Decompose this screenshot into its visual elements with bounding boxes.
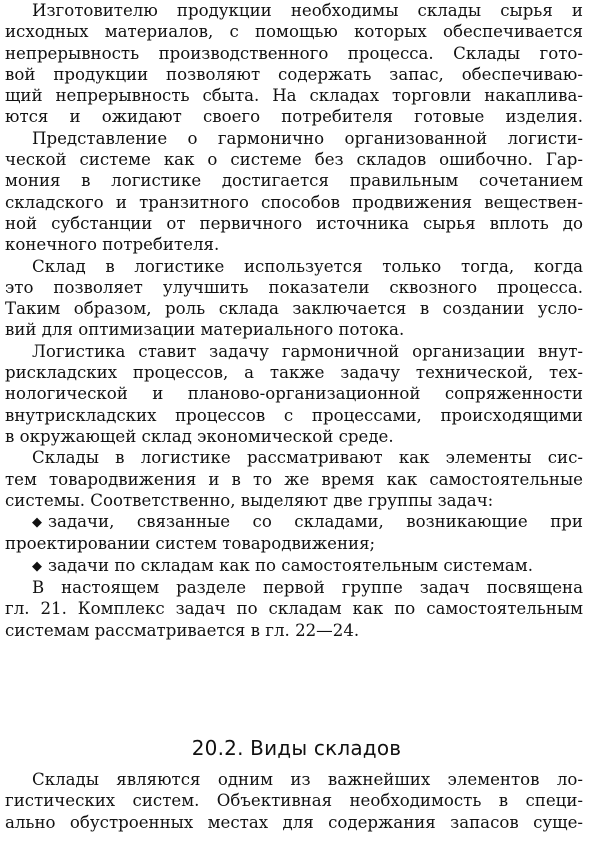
diamond-bullet-icon: ◆ xyxy=(32,515,42,531)
text-line: Таким образом, роль склада заключается в создании усло- xyxy=(5,299,583,319)
text-line: ческой системе как о системе без складов ошибочно. Гар- xyxy=(5,150,583,170)
text-line: щий непрерывность сбыта. На складах торговли накаплива- xyxy=(5,86,583,106)
text-line xyxy=(5,511,583,533)
text-line: гл. 21. Комплекс задач по складам как по самостоятельным xyxy=(5,599,583,619)
bullet-item xyxy=(5,555,583,577)
bullet-item xyxy=(5,511,583,555)
text-line: тем товародвижения и в то же время как самостоятельные xyxy=(5,469,583,489)
text-line: в окружающей склад экономической среде. xyxy=(5,426,394,446)
body-text xyxy=(5,0,583,641)
text-line: системам рассматривается в гл. 22—24. xyxy=(5,620,360,640)
text-line: вой продукции позволяют содержать запас, обеспечиваю- xyxy=(5,64,583,84)
text-line: рискладских процессов, а также задачу технической, тех- xyxy=(5,363,583,383)
text-line: это позволяет улучшить показатели сквозного процесса. xyxy=(5,277,583,297)
text-line: проектировании систем товародвижения; xyxy=(5,534,376,554)
text-line: внутрискладских процессов с процессами, происходящими xyxy=(5,405,583,425)
text-line: системы. Соответственно, выделяют две группы задач: xyxy=(5,490,494,510)
text-line: мония в логистике достигается правильным сочетанием xyxy=(5,171,583,191)
paragraph xyxy=(5,577,583,641)
paragraph xyxy=(5,769,583,833)
text-line: ной субстанции от первичного источника сырья вплоть до xyxy=(5,213,583,233)
paragraph xyxy=(5,341,583,447)
text-line: Склады в логистике рассматривают как элементы сис- xyxy=(32,448,583,468)
text-line: В настоящем разделе первой группе задач посвящена xyxy=(32,578,583,598)
text-line: Логистика ставит задачу гармоничной организации внут- xyxy=(32,341,583,361)
diamond-bullet-icon: ◆ xyxy=(32,558,42,574)
text-line: исходных материалов, с помощью которых обеспечивается xyxy=(5,22,583,42)
paragraph xyxy=(5,447,583,511)
section-body xyxy=(5,769,583,833)
text-line: Представление о гармонично организованной логисти- xyxy=(32,128,583,148)
text-line: нологической и планово-организационной сопряженности xyxy=(5,384,583,404)
paragraph xyxy=(5,0,583,128)
text-line: складского и транзитного способов продвижения веществен- xyxy=(5,192,583,212)
text-line: ются и ожидают своего потребителя готовые изделия. xyxy=(5,107,583,127)
paragraph xyxy=(5,256,583,341)
bullet-text: задачи, связанные со складами, возникающие при xyxy=(48,512,583,532)
text-line: вий для оптимизации материального потока. xyxy=(5,320,405,340)
text-line: конечного потребителя. xyxy=(5,235,220,255)
text-line: Склады являются одним из важнейших элементов ло- xyxy=(32,770,583,789)
text-line xyxy=(5,555,583,577)
text-line: непрерывность производственного процесса. Склады гото- xyxy=(5,43,583,63)
bullet-text: задачи по складам как по самостоятельным системам. xyxy=(48,555,533,575)
paragraph xyxy=(5,128,583,256)
text-line: Изготовителю продукции необходимы склады сырья и xyxy=(32,1,583,20)
text-line: гистических систем. Объективная необходимость в специ- xyxy=(5,791,583,811)
section-heading: 20.2. Виды складов xyxy=(191,735,402,760)
text-line: Склад в логистике используется только тогда, когда xyxy=(32,256,583,276)
text-line: ально обустроенных местах для содержания запасов суще- xyxy=(5,812,583,832)
